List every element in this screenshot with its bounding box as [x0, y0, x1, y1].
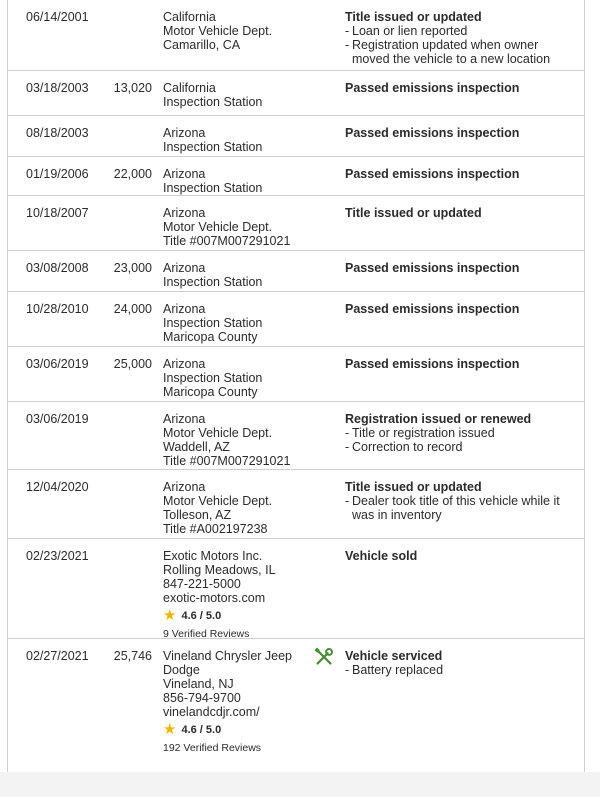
source-line: 856-794-9700 [163, 691, 241, 705]
vehicle-history-table [7, 0, 585, 772]
record-source [163, 302, 313, 344]
record-details [345, 206, 575, 220]
history-row [8, 639, 584, 772]
history-row [8, 470, 584, 539]
history-row [8, 292, 584, 347]
source-line: Maricopa County [163, 385, 258, 399]
record-title: Passed emissions inspection [345, 302, 520, 316]
source-line: 847-221-5000 [163, 577, 241, 591]
record-source [163, 261, 313, 289]
record-title: Title issued or updated [345, 206, 482, 220]
record-odometer: 22,000 [113, 167, 152, 181]
record-date: 03/18/2003 [26, 81, 89, 95]
record-source [163, 412, 313, 468]
source-line: Motor Vehicle Dept. [163, 426, 273, 440]
source-line: Arizona [163, 261, 206, 275]
source-line: Maricopa County [163, 330, 258, 344]
record-odometer: 13,020 [113, 81, 152, 95]
record-title: Passed emissions inspection [345, 167, 520, 181]
record-title: Passed emissions inspection [345, 261, 520, 275]
verified-reviews-link[interactable]: 9 Verified Reviews [163, 628, 250, 640]
star-icon: ★ [163, 721, 177, 738]
source-line: Vineland Chrysler Jeep [163, 649, 293, 663]
record-date: 02/27/2021 [26, 649, 89, 663]
dealer-rating [163, 609, 313, 623]
history-row [8, 157, 584, 196]
star-icon: ★ [163, 607, 177, 624]
record-details [345, 81, 575, 95]
source-line: Motor Vehicle Dept. [163, 220, 273, 234]
history-row [8, 196, 584, 251]
source-line: Motor Vehicle Dept. [163, 24, 273, 38]
source-line: Motor Vehicle Dept. [163, 494, 273, 508]
record-title: Registration issued or renewed [345, 412, 532, 426]
source-link[interactable]: vinelandcdjr.com/ [163, 705, 260, 719]
record-date: 03/08/2008 [26, 261, 89, 275]
detail-item: - Battery replaced [345, 663, 575, 677]
source-line: Rolling Meadows, IL [163, 563, 276, 577]
record-source [163, 81, 313, 109]
detail-item: - Correction to record [345, 440, 575, 454]
record-source [163, 357, 313, 399]
record-source [163, 549, 313, 641]
source-line: Title #A002197238 [163, 522, 268, 536]
record-source [163, 480, 313, 536]
record-title: Passed emissions inspection [345, 357, 520, 371]
record-odometer: 25,746 [113, 649, 152, 663]
history-row [8, 251, 584, 292]
record-date: 10/28/2010 [26, 302, 89, 316]
source-line: Title #007M007291021 [163, 454, 291, 468]
record-title: Vehicle sold [345, 549, 418, 563]
detail-item: - Registration updated when owner moved the vehicle to a new location [345, 38, 575, 66]
source-line: Arizona [163, 357, 206, 371]
record-details [345, 167, 575, 181]
detail-item: - Dealer took title of this vehicle while it was in inventory [345, 494, 575, 522]
rating-value: 4.6 / 5.0 [181, 610, 222, 622]
source-line: Dodge [163, 663, 200, 677]
source-line: Arizona [163, 126, 206, 140]
verified-reviews-link[interactable]: 192 Verified Reviews [163, 742, 262, 754]
page-footer-gap [0, 772, 600, 797]
record-details [345, 649, 575, 677]
source-line: Arizona [163, 167, 206, 181]
history-row [8, 71, 584, 116]
source-line: California [163, 81, 216, 95]
source-line: Inspection Station [163, 316, 263, 330]
source-line: Waddell, AZ [163, 440, 230, 454]
record-date: 10/18/2007 [26, 206, 89, 220]
wrench-screwdriver-icon [313, 646, 335, 668]
record-details [345, 412, 575, 454]
record-date: 06/14/2001 [26, 10, 89, 24]
source-line: Inspection Station [163, 181, 263, 195]
detail-item: - Title or registration issued [345, 426, 575, 440]
source-line: Exotic Motors Inc. [163, 549, 263, 563]
rating-value: 4.6 / 5.0 [181, 724, 222, 736]
history-row [8, 347, 584, 402]
record-source [163, 206, 313, 248]
source-line: Arizona [163, 302, 206, 316]
record-details [345, 126, 575, 140]
history-row [8, 0, 584, 71]
record-title: Title issued or updated [345, 480, 482, 494]
record-odometer: 25,000 [113, 357, 152, 371]
record-date: 08/18/2003 [26, 126, 89, 140]
history-row [8, 116, 584, 157]
history-row [8, 402, 584, 470]
source-line: Inspection Station [163, 140, 263, 154]
record-date: 02/23/2021 [26, 549, 89, 563]
record-details [345, 261, 575, 275]
record-title: Vehicle serviced [345, 649, 443, 663]
source-line: Camarillo, CA [163, 38, 241, 52]
history-row [8, 539, 584, 639]
record-source [163, 167, 313, 195]
source-line: Title #007M007291021 [163, 234, 291, 248]
record-details [345, 480, 575, 522]
record-date: 01/19/2006 [26, 167, 89, 181]
record-title: Passed emissions inspection [345, 126, 520, 140]
source-line: Inspection Station [163, 371, 263, 385]
source-line: Arizona [163, 206, 206, 220]
source-line: Inspection Station [163, 275, 263, 289]
record-source [163, 649, 313, 755]
source-link[interactable]: exotic-motors.com [163, 591, 266, 605]
record-date: 12/04/2020 [26, 480, 89, 494]
source-line: California [163, 10, 216, 24]
source-line: Inspection Station [163, 95, 263, 109]
record-title: Title issued or updated [345, 10, 482, 24]
record-date: 03/06/2019 [26, 412, 89, 426]
record-details [345, 549, 575, 563]
record-source [163, 10, 313, 52]
record-date: 03/06/2019 [26, 357, 89, 371]
record-source [163, 126, 313, 154]
record-title: Passed emissions inspection [345, 81, 520, 95]
dealer-rating [163, 723, 313, 737]
record-details [345, 302, 575, 316]
source-line: Vineland, NJ [163, 677, 234, 691]
source-line: Arizona [163, 480, 206, 494]
record-odometer: 24,000 [113, 302, 152, 316]
detail-item: - Loan or lien reported [345, 24, 575, 38]
record-odometer: 23,000 [113, 261, 152, 275]
source-line: Arizona [163, 412, 206, 426]
record-details [345, 10, 575, 66]
source-line: Tolleson, AZ [163, 508, 232, 522]
record-details [345, 357, 575, 371]
